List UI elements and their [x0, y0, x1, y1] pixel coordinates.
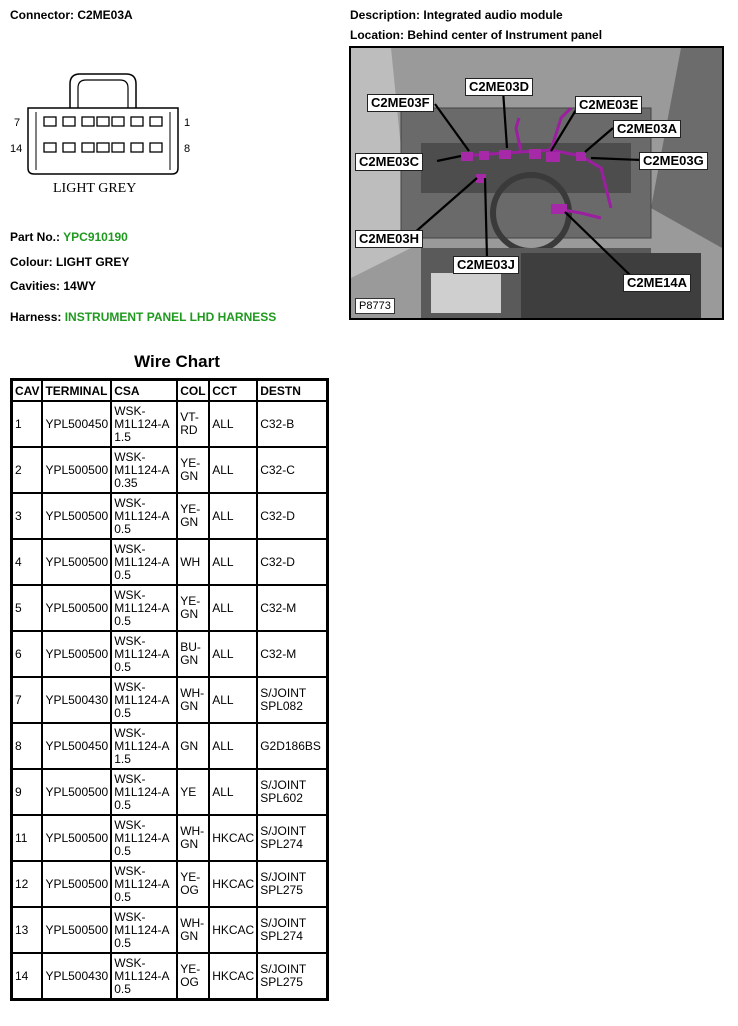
- cell-col: WH: [177, 539, 209, 585]
- cell-col: YE- OG: [177, 953, 209, 999]
- pin-label-8: 8: [184, 143, 191, 155]
- cell-csa: WSK- M1L124-A 0.5: [111, 677, 177, 723]
- callout-c2me03j: C2ME03J: [453, 256, 519, 274]
- part-no-value: YPC910190: [63, 230, 128, 244]
- callout-c2me03e: C2ME03E: [575, 96, 642, 114]
- cell-destn: C32-M: [257, 631, 327, 677]
- cavities: [10, 279, 96, 293]
- cell-terminal: YPL500500: [42, 585, 111, 631]
- wire-chart-header-row: [12, 380, 327, 401]
- cell-cav: 2: [12, 447, 42, 493]
- cell-terminal: YPL500500: [42, 447, 111, 493]
- cell-col: VT- RD: [177, 401, 209, 447]
- cell-col: YE- GN: [177, 493, 209, 539]
- table-row: [12, 953, 327, 999]
- cell-cct: ALL: [209, 493, 257, 539]
- part-no: [10, 230, 128, 244]
- cell-cav: 4: [12, 539, 42, 585]
- cell-csa: WSK- M1L124-A 0.5: [111, 861, 177, 907]
- description-label: Description:: [350, 8, 421, 22]
- cell-csa: WSK- M1L124-A 0.5: [111, 815, 177, 861]
- header-csa: CSA: [111, 380, 177, 401]
- photo-id: P8773: [355, 298, 395, 314]
- callout-c2me03f: C2ME03F: [367, 94, 434, 112]
- table-row: [12, 907, 327, 953]
- description: [350, 8, 563, 22]
- colour-value: LIGHT GREY: [56, 255, 130, 269]
- table-row: [12, 585, 327, 631]
- cell-cct: HKCAC: [209, 907, 257, 953]
- cell-col: YE- GN: [177, 585, 209, 631]
- wire-chart-table: [10, 378, 329, 1001]
- cell-terminal: YPL500500: [42, 815, 111, 861]
- connector-caption: LIGHT GREY: [53, 181, 137, 196]
- cell-terminal: YPL500500: [42, 769, 111, 815]
- cell-cct: ALL: [209, 769, 257, 815]
- cell-destn: S/JOINT SPL602: [257, 769, 327, 815]
- cell-destn: S/JOINT SPL082: [257, 677, 327, 723]
- cell-cav: 12: [12, 861, 42, 907]
- table-row: [12, 677, 327, 723]
- cell-col: YE- OG: [177, 861, 209, 907]
- cell-cct: ALL: [209, 447, 257, 493]
- cell-cct: HKCAC: [209, 861, 257, 907]
- table-row: [12, 815, 327, 861]
- location-photo: [349, 46, 724, 320]
- cell-destn: C32-D: [257, 539, 327, 585]
- cell-terminal: YPL500500: [42, 907, 111, 953]
- location-label: Location:: [350, 28, 404, 42]
- cell-col: YE- GN: [177, 447, 209, 493]
- cell-cav: 6: [12, 631, 42, 677]
- wire-chart-body: [12, 401, 327, 999]
- cell-terminal: YPL500500: [42, 861, 111, 907]
- header-cct: CCT: [209, 380, 257, 401]
- pin-label-14: 14: [10, 143, 23, 155]
- table-row: [12, 447, 327, 493]
- header-destn: DESTN: [257, 380, 327, 401]
- cell-cav: 1: [12, 401, 42, 447]
- table-row: [12, 723, 327, 769]
- callout-c2me14a: C2ME14A: [623, 274, 691, 292]
- harness-label: Harness:: [10, 310, 62, 324]
- cell-col: GN: [177, 723, 209, 769]
- cell-destn: C32-C: [257, 447, 327, 493]
- cell-terminal: YPL500430: [42, 677, 111, 723]
- callout-c2me03g: C2ME03G: [639, 152, 708, 170]
- callout-c2me03c: C2ME03C: [355, 153, 423, 171]
- cell-cct: ALL: [209, 539, 257, 585]
- cell-cct: ALL: [209, 631, 257, 677]
- cell-cav: 3: [12, 493, 42, 539]
- cell-destn: C32-B: [257, 401, 327, 447]
- cell-cct: HKCAC: [209, 815, 257, 861]
- pin-label-7: 7: [14, 117, 21, 129]
- cell-csa: WSK- M1L124-A 0.5: [111, 907, 177, 953]
- cell-col: YE: [177, 769, 209, 815]
- cell-csa: WSK- M1L124-A 0.35: [111, 447, 177, 493]
- cell-terminal: YPL500500: [42, 493, 111, 539]
- cell-cav: 11: [12, 815, 42, 861]
- cell-cct: HKCAC: [209, 953, 257, 999]
- cell-csa: WSK- M1L124-A 0.5: [111, 769, 177, 815]
- cell-col: WH- GN: [177, 677, 209, 723]
- cell-destn: S/JOINT SPL274: [257, 815, 327, 861]
- connector-id: [10, 8, 133, 22]
- cell-col: WH- GN: [177, 907, 209, 953]
- cell-cav: 13: [12, 907, 42, 953]
- table-row: [12, 769, 327, 815]
- pin-label-1: 1: [184, 117, 191, 129]
- header-col: COL: [177, 380, 209, 401]
- colour: [10, 255, 129, 269]
- cell-terminal: YPL500500: [42, 539, 111, 585]
- cell-cav: 7: [12, 677, 42, 723]
- location-value: Behind center of Instrument panel: [407, 28, 603, 42]
- cell-destn: C32-D: [257, 493, 327, 539]
- cell-cav: 9: [12, 769, 42, 815]
- table-row: [12, 861, 327, 907]
- cell-col: BU- GN: [177, 631, 209, 677]
- header-terminal: TERMINAL: [42, 380, 111, 401]
- description-value: Integrated audio module: [423, 8, 563, 22]
- connector-value: C2ME03A: [77, 8, 133, 22]
- cell-destn: S/JOINT SPL275: [257, 861, 327, 907]
- cell-csa: WSK- M1L124-A 1.5: [111, 723, 177, 769]
- cell-terminal: YPL500450: [42, 401, 111, 447]
- harness-value: INSTRUMENT PANEL LHD HARNESS: [64, 310, 277, 324]
- cell-cav: 5: [12, 585, 42, 631]
- callout-c2me03a: C2ME03A: [613, 120, 681, 138]
- cell-terminal: YPL500500: [42, 631, 111, 677]
- cavities-label: Cavities:: [10, 279, 61, 293]
- part-no-label: Part No.:: [10, 230, 61, 244]
- cell-destn: S/JOINT SPL274: [257, 907, 327, 953]
- cell-col: WH- GN: [177, 815, 209, 861]
- cell-cav: 8: [12, 723, 42, 769]
- callout-c2me03d: C2ME03D: [465, 78, 533, 96]
- connector-label: Connector:: [10, 8, 74, 22]
- table-row: [12, 631, 327, 677]
- cell-cav: 14: [12, 953, 42, 999]
- cell-csa: WSK- M1L124-A 0.5: [111, 493, 177, 539]
- cell-destn: S/JOINT SPL275: [257, 953, 327, 999]
- cell-csa: WSK- M1L124-A 0.5: [111, 539, 177, 585]
- cell-cct: ALL: [209, 401, 257, 447]
- cell-destn: G2D186BS: [257, 723, 327, 769]
- header-cav: CAV: [12, 380, 42, 401]
- cell-terminal: YPL500450: [42, 723, 111, 769]
- cell-csa: WSK- M1L124-A 0.5: [111, 953, 177, 999]
- cell-cct: ALL: [209, 585, 257, 631]
- table-row: [12, 401, 327, 447]
- cell-csa: WSK- M1L124-A 1.5: [111, 401, 177, 447]
- cell-csa: WSK- M1L124-A 0.5: [111, 631, 177, 677]
- cell-csa: WSK- M1L124-A 0.5: [111, 585, 177, 631]
- connector-face-diagram: [8, 70, 198, 198]
- wire-chart-title: Wire Chart: [134, 352, 220, 371]
- cell-cct: ALL: [209, 723, 257, 769]
- cell-cct: ALL: [209, 677, 257, 723]
- callout-c2me03h: C2ME03H: [355, 230, 423, 248]
- harness: [10, 310, 276, 324]
- location: [350, 28, 602, 42]
- colour-label: Colour:: [10, 255, 53, 269]
- table-row: [12, 539, 327, 585]
- cell-destn: C32-M: [257, 585, 327, 631]
- table-row: [12, 493, 327, 539]
- cavities-value: 14WY: [63, 279, 97, 293]
- cell-terminal: YPL500430: [42, 953, 111, 999]
